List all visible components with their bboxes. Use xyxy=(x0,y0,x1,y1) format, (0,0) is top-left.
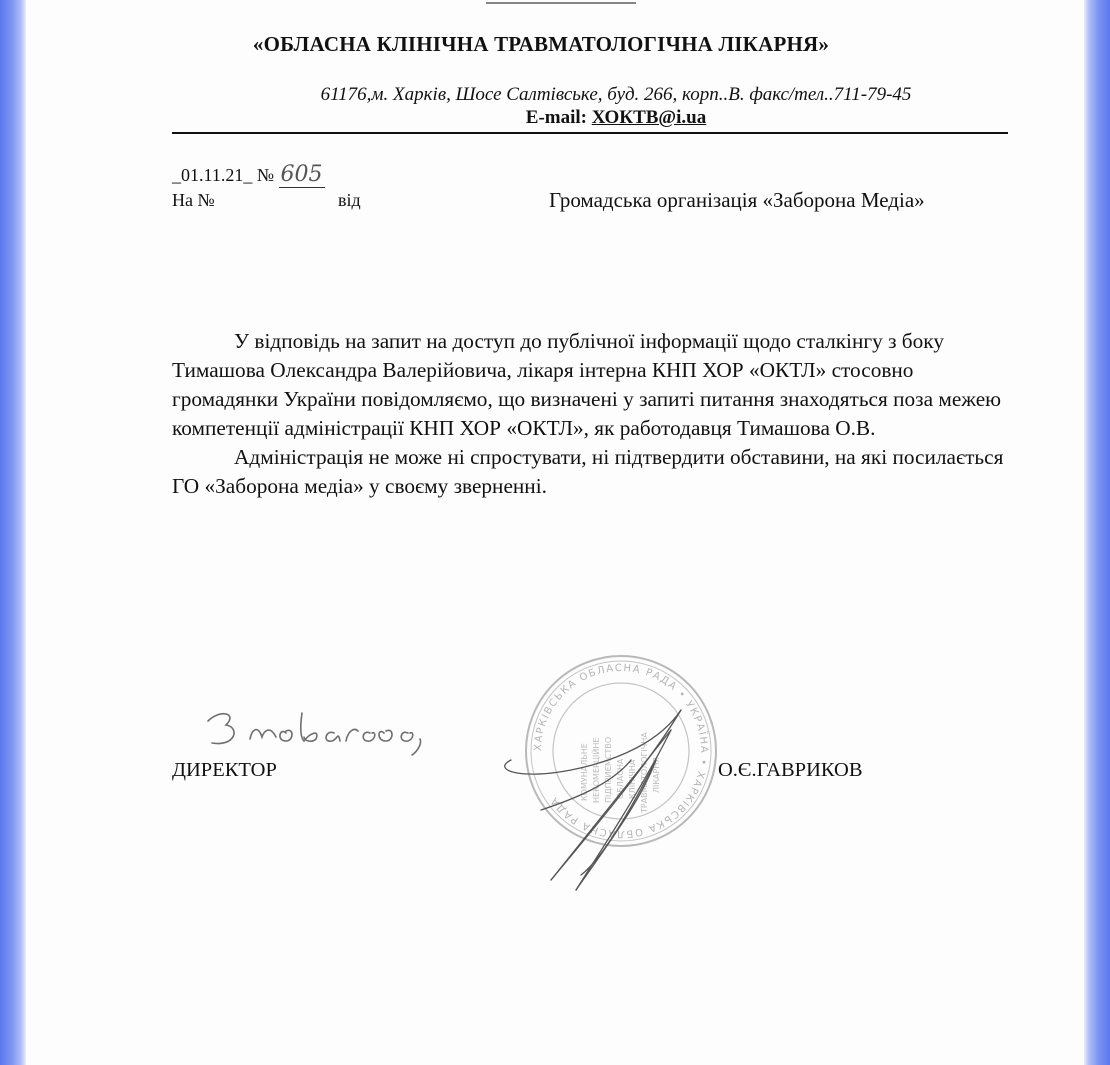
handwritten-regards xyxy=(186,703,486,763)
email-link[interactable]: ХОКТВ@i.ua xyxy=(591,107,707,128)
incoming-from-label: від xyxy=(338,190,361,210)
svg-text:ХАРКІВСЬКА ОБЛАСНА РАДА • УКРА: ХАРКІВСЬКА ОБЛАСНА РАДА • УКРАЇНА • ХАРКІВСЬКА ОБЛАСНА РАДА xyxy=(532,662,710,840)
svg-text:ЛІКАРНЯ: ЛІКАРНЯ xyxy=(652,757,661,793)
viewer-border-right xyxy=(1084,0,1110,1065)
document-page xyxy=(26,0,1084,1065)
svg-text:ПІДПРИЄМСТВО: ПІДПРИЄМСТВО xyxy=(604,736,613,803)
signatory-title: ДИРЕКТОР xyxy=(172,759,277,781)
svg-text:КОМУНАЛЬНЕ: КОМУНАЛЬНЕ xyxy=(580,743,589,801)
body-paragraph-1: У відповідь на запит на доступ до публічної інформації щодо сталкінгу з боку Тимашова Олександра Валерійовича, лікаря інтерна КНП ХОР «ОКТЛ» стосовно громадянки України повідомляємо, що визначені у запиті питання знаходяться поза межею компетенції адміністрації КНП ХОР «ОКТЛ», як работодавця Тимашова О.В. xyxy=(172,329,1002,440)
letter-body xyxy=(172,327,1017,501)
incoming-number-label: На № xyxy=(172,190,215,210)
signatory-name: О.Є.ГАВРИКОВ xyxy=(718,759,863,781)
organization-name: «ОБЛАСНА КЛІНІЧНА ТРАВМАТОЛОГІЧНА ЛІКАРНЯ» xyxy=(252,32,830,56)
incoming-reference xyxy=(172,190,361,211)
outgoing-reference xyxy=(172,162,325,187)
body-paragraph-2: Адміністрація не може ні спростувати, ні підтвердити обставини, на які посилається ГО «Заборона медіа» у своєму зверненні. xyxy=(172,445,1004,498)
svg-text:ТРАВМАТОЛОГІЧНА: ТРАВМАТОЛОГІЧНА xyxy=(640,732,649,813)
top-edge-remnant xyxy=(486,0,636,4)
outgoing-date-number: _01.11.21_ № xyxy=(172,165,275,185)
director-signature xyxy=(481,700,741,900)
email-line xyxy=(26,107,1110,129)
svg-text:НЕКОМЕРЦІЙНЕ: НЕКОМЕРЦІЙНЕ xyxy=(592,737,601,803)
svg-text:КЛІНІЧНА: КЛІНІЧНА xyxy=(628,759,637,799)
organization-address: 61176,м. Харків, Шосе Салтівське, буд. 266, корп..В. факс/тел..711-79-45 xyxy=(320,84,912,105)
recipient: Громадська організація «Заборона Медіа» xyxy=(549,188,925,212)
email-label: E-mail: xyxy=(525,107,588,128)
svg-text:ОБЛАСНА: ОБЛАСНА xyxy=(616,758,625,799)
handwritten-outgoing-number: 605 xyxy=(280,162,323,187)
letterhead-divider xyxy=(172,132,1008,134)
viewer-border-left xyxy=(0,0,26,1065)
